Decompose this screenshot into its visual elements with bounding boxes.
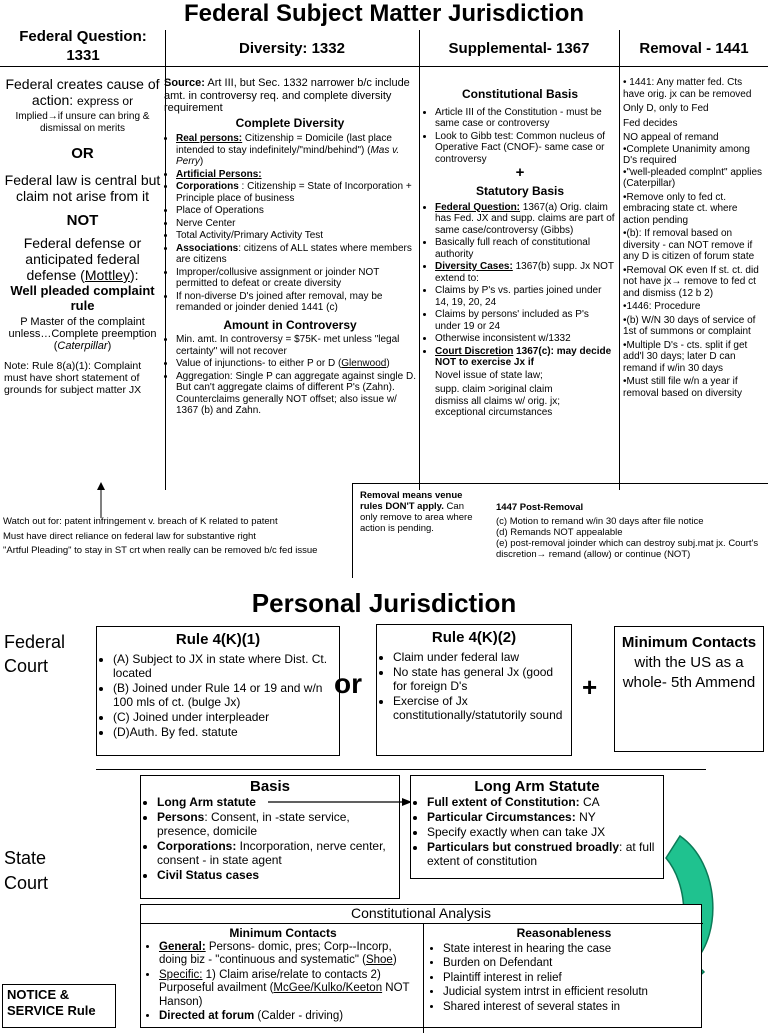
supp-sub2: • Claims by persons' included as P's under 19 or 24 xyxy=(435,309,617,332)
fq-not: NOT xyxy=(66,212,99,229)
rule-4k2-title: Rule 4(K)(2) xyxy=(431,629,517,646)
header-federal-question: Federal Question: 1331 xyxy=(19,28,147,64)
basis-civil: • Civil Status cases xyxy=(157,868,395,882)
div-corporations: • Corporations : Citizenship = State of Incorporation + Principle place of business xyxy=(176,181,416,204)
up-arrow-icon xyxy=(96,482,106,518)
post-removal-c: (c) Motion to remand w/in 30 days after file notice xyxy=(496,516,704,527)
constitutional-divider xyxy=(141,923,703,924)
supp-supp-claim: supp. claim >original claim xyxy=(435,384,553,395)
div-total: • Total Activity/Primary Activity Test xyxy=(176,230,416,242)
plus-label: + xyxy=(582,672,598,702)
div-source: Source: Art III, but Sec. 1332 narrower b/c include amt. in controversy req. and complete diversity requirement xyxy=(164,77,410,114)
min-contacts-section xyxy=(147,927,419,1025)
rule-4k2-box xyxy=(376,624,572,756)
case-mas: Mas v. Perry xyxy=(176,144,400,167)
min-contacts-us-box: Minimum Contacts with the US as a whole- 5th Ammend xyxy=(614,626,764,752)
case-shoe: Shoe xyxy=(365,954,393,966)
right-arrow-icon xyxy=(268,797,412,807)
rule-4k1-item: • (B) Joined under Rule 14 or 19 and w/n 100 mls of ct. (bulge Jx) xyxy=(113,681,335,709)
div-aggregation: • Aggregation: Single P can aggregate against single D. But can't aggregate claims of different P's (Zahn). Counterclaims generally NOT offset; also issue w/ 1367 (b) and Zahn. xyxy=(176,371,416,417)
removal-line: Fed decides xyxy=(623,117,678,129)
rule-4k1-title: Rule 4(K)(1) xyxy=(175,631,261,648)
reason-item: • Judicial system intrst in efficient resolutn xyxy=(443,986,697,1000)
fq-action: action: xyxy=(31,92,74,108)
reasonableness-section xyxy=(431,927,697,1015)
supp-const-title: Constitutional Basis xyxy=(461,87,578,101)
supp-dismiss: dismiss all claims w/ orig. jx; xyxy=(435,395,561,407)
case-caterpillar: Caterpillar xyxy=(57,340,108,352)
watch-note: Watch out for: patent infringement v. breach of K related to patent xyxy=(3,516,278,527)
removal-line: •"well-pleaded complnt" applies (Caterpillar) xyxy=(623,166,763,189)
case-glenwood: Glenwood xyxy=(341,358,387,369)
fq-defense: Federal defense or anticipated federal defense (Mottley): xyxy=(23,235,142,283)
watch-note: "Artful Pleading" to stay in ST crt when really can be removed b/c fed issue xyxy=(3,545,318,556)
fq-master: P Master of the complaint unless…Complete preemption (Caterpillar) xyxy=(8,316,157,352)
federal-court-label: Federal Court xyxy=(4,632,66,676)
mc-specific: • Specific: 1) Claim arise/relate to contacts 2) Purposeful availment (McGee/Kulko/Keeton NOT Hanson) xyxy=(159,969,419,1010)
post-removal-d: (d) Remands NOT appealable xyxy=(496,527,623,538)
reason-item: • Shared interest of several states in xyxy=(443,1001,697,1015)
supplemental-column xyxy=(423,86,617,419)
fq-implied: Implied→if unsure can bring & dismissal on merits xyxy=(15,111,150,134)
basis-persons: • Persons: Consent, in -state service, presence, domicile xyxy=(157,810,395,838)
rule-4k1-item: • (A) Subject to JX in state where Dist. Ct. located xyxy=(113,652,335,680)
div-place-ops: • Place of Operations xyxy=(176,205,416,217)
long-arm-title: Long Arm Statute xyxy=(474,778,600,795)
supp-div: • Diversity Cases: 1367(b) supp. Jx NOT extend to: xyxy=(435,261,617,284)
removal-line: •1446: Procedure xyxy=(623,301,701,312)
fq-creates: Federal creates cause of xyxy=(5,76,160,92)
rule-4k2-item: • Exercise of Jx constitutionally/statutorily sound xyxy=(393,694,567,722)
pj-title: Personal Jurisdiction xyxy=(251,588,517,618)
watch-note: Must have direct reliance on federal law for substantive right xyxy=(3,530,256,542)
post-removal-e: (e) post-removal joinder which can destroy subj.mat jx. Court's discretion→ remand (allow) or continue (NOT) xyxy=(496,538,759,560)
supp-plus: + xyxy=(515,164,525,181)
removal-line: •Complete Unanimity among D's required xyxy=(623,143,750,166)
removal-line: Only D, only to Fed xyxy=(623,103,709,114)
fq-central: Federal law is central but claim not arise from it xyxy=(4,172,161,204)
fq-column xyxy=(0,76,165,396)
reason-item: • State interest in hearing the case xyxy=(443,943,697,957)
header-supplemental: Supplemental- 1367 xyxy=(448,40,590,57)
fq-note: Note: Rule 8(a)(1): Complaint must have short statement of grounds for subject matter JX xyxy=(4,360,142,396)
basis-box xyxy=(140,775,400,899)
div-nondiverse: • If non-diverse D's joined after removal, may be remanded or joinder denied 1441 (c) xyxy=(176,291,416,314)
supp-sub1: • Claims by P's vs. parties joined under 14, 19, 20, 24 xyxy=(435,285,617,308)
fq-express: express or xyxy=(77,94,134,108)
fq-or: OR xyxy=(71,145,94,162)
div-real-persons: • Real persons: Citizenship = Domicile (last place intended to stay indefinitely/"mind/behind") (Mas v. Perry) xyxy=(176,133,416,168)
constitutional-title: Constitutional Analysis xyxy=(350,905,492,921)
div-artificial: • Artificial Persons: xyxy=(176,169,416,181)
constitutional-analysis-box xyxy=(140,904,702,1028)
long-arm-broad: • Particulars but construed broadly: at full extent of constitution xyxy=(427,840,659,868)
state-court-label: State Court xyxy=(4,848,49,893)
rule-4k2-item: • Claim under federal law xyxy=(393,650,567,664)
reason-item: • Plaintiff interest in relief xyxy=(443,972,697,986)
rule-4k1-box xyxy=(96,626,340,756)
basis-long-arm: • Long Arm statute xyxy=(157,795,395,809)
reasonableness-title: Reasonableness xyxy=(516,926,612,940)
removal-line: •Multiple D's - cts. split if get add'l 30 days; later D can remand if w/in 30 days xyxy=(623,339,748,374)
div-min-amt: • Min. amt. In controversy = $75K- met unless "legal certainty" will not recover xyxy=(176,334,416,357)
basis-corporations: • Corporations: Incorporation, nerve center, consent - in state agent xyxy=(157,839,395,867)
column-divider xyxy=(619,30,620,490)
div-improper: • Improper/collusive assignment or joinder NOT permitted to defeat or create diversity xyxy=(176,267,416,290)
notice-service-box: NOTICE & SERVICE Rule xyxy=(2,984,116,1028)
long-arm-full: • Full extent of Constitution: CA xyxy=(427,795,659,809)
post-removal xyxy=(496,502,766,560)
reason-item: • Burden on Defendant xyxy=(443,957,697,971)
supp-stat-title: Statutory Basis xyxy=(475,184,565,198)
removal-line: •(b) W/N 30 days of service of 1st of summons or complaint xyxy=(623,314,756,337)
removal-line: •Must still file w/n a year if removal based on diversity xyxy=(623,376,742,399)
removal-line: •Removal OK even If st. ct. did not have jx→ remove to fed ct and dismiss (12 b 2) xyxy=(623,264,759,299)
court-divider xyxy=(96,769,706,770)
removal-line: • 1441: Any matter fed. Cts have orig. jx can be removed xyxy=(623,77,752,100)
header-removal: Removal - 1441 xyxy=(639,40,749,57)
mc-directed: • Directed at forum (Calder - driving) xyxy=(159,1010,419,1024)
supp-exceptional: exceptional circumstances xyxy=(435,407,553,418)
rule-4k2-item: • No state has general Jx (good for foreign D's xyxy=(393,665,567,693)
long-arm-box xyxy=(410,775,664,879)
case-mottley: Mottley xyxy=(84,267,130,283)
watch-out-notes xyxy=(3,516,348,557)
supp-fq: • Federal Question: 1367(a) Orig. claim has Fed. JX and supp. claims are part of same case/controversy (Gibbs) xyxy=(435,202,617,237)
fq-wellpleaded: Well pleaded complaint rule xyxy=(10,283,155,313)
supp-art3: • Article III of the Constitution - must be same case or controversy xyxy=(435,107,617,130)
or-label: or xyxy=(334,668,362,699)
header-diversity: Diversity: 1332 xyxy=(239,40,345,57)
div-associations: • Associations: citizens of ALL states where members are citizens xyxy=(176,243,416,266)
div-amount-title: Amount in Controversy xyxy=(223,317,357,332)
div-nerve: • Nerve Center xyxy=(176,218,416,230)
supp-gibb: • Look to Gibb test: Common nucleus of Operative Fact (CNOF)- same case or controversy xyxy=(435,131,617,166)
supp-discretion: • Court Discretion 1367(c): may decide NOT to exercise Jx if xyxy=(435,346,617,369)
removal-line: •(b): If removal based on diversity - can NOT remove if any D is citizen of forum state xyxy=(623,228,755,262)
removal-line: •Remove only to fed ct. embracing state ct. where action pending xyxy=(623,191,738,226)
div-value: • Value of injunctions- to either P or D (Glenwood) xyxy=(176,358,416,370)
long-arm-particular: • Particular Circumstances: NY xyxy=(427,810,659,824)
supp-novel: Novel issue of state law; xyxy=(435,369,543,381)
removal-column xyxy=(623,77,766,399)
basis-title: Basis xyxy=(249,778,291,795)
long-arm-specify: • Specify exactly when can take JX xyxy=(427,825,659,839)
rule-4k1-item: • (D)Auth. By fed. statute xyxy=(113,725,335,739)
diversity-column xyxy=(164,77,416,418)
supp-sub3: • Otherwise inconsistent w/1332 xyxy=(435,333,617,345)
venue-note: Removal means venue rules DON'T apply. Can only remove to area where action is pending. xyxy=(360,490,473,534)
header-divider xyxy=(0,66,768,67)
mc-general: • General: Persons- domic, pres; Corp--Incorp, doing biz - "continuous and systematic" (Shoe) xyxy=(159,941,419,968)
rule-4k1-item: • (C) Joined under interpleader xyxy=(113,710,335,724)
removal-line: NO appeal of remand xyxy=(623,132,719,143)
case-mcgee: McGee/Kulko/Keeton xyxy=(273,982,383,994)
smj-title: Federal Subject Matter Jurisdiction xyxy=(183,0,585,27)
post-removal-title: 1447 Post-Removal xyxy=(496,502,584,513)
div-complete-title: Complete Diversity xyxy=(235,115,345,130)
min-contacts-title: Minimum Contacts xyxy=(229,926,337,940)
column-divider xyxy=(419,30,420,490)
supp-reach: • Basically full reach of constitutional authority xyxy=(435,237,617,260)
constitutional-divider xyxy=(423,923,424,1033)
